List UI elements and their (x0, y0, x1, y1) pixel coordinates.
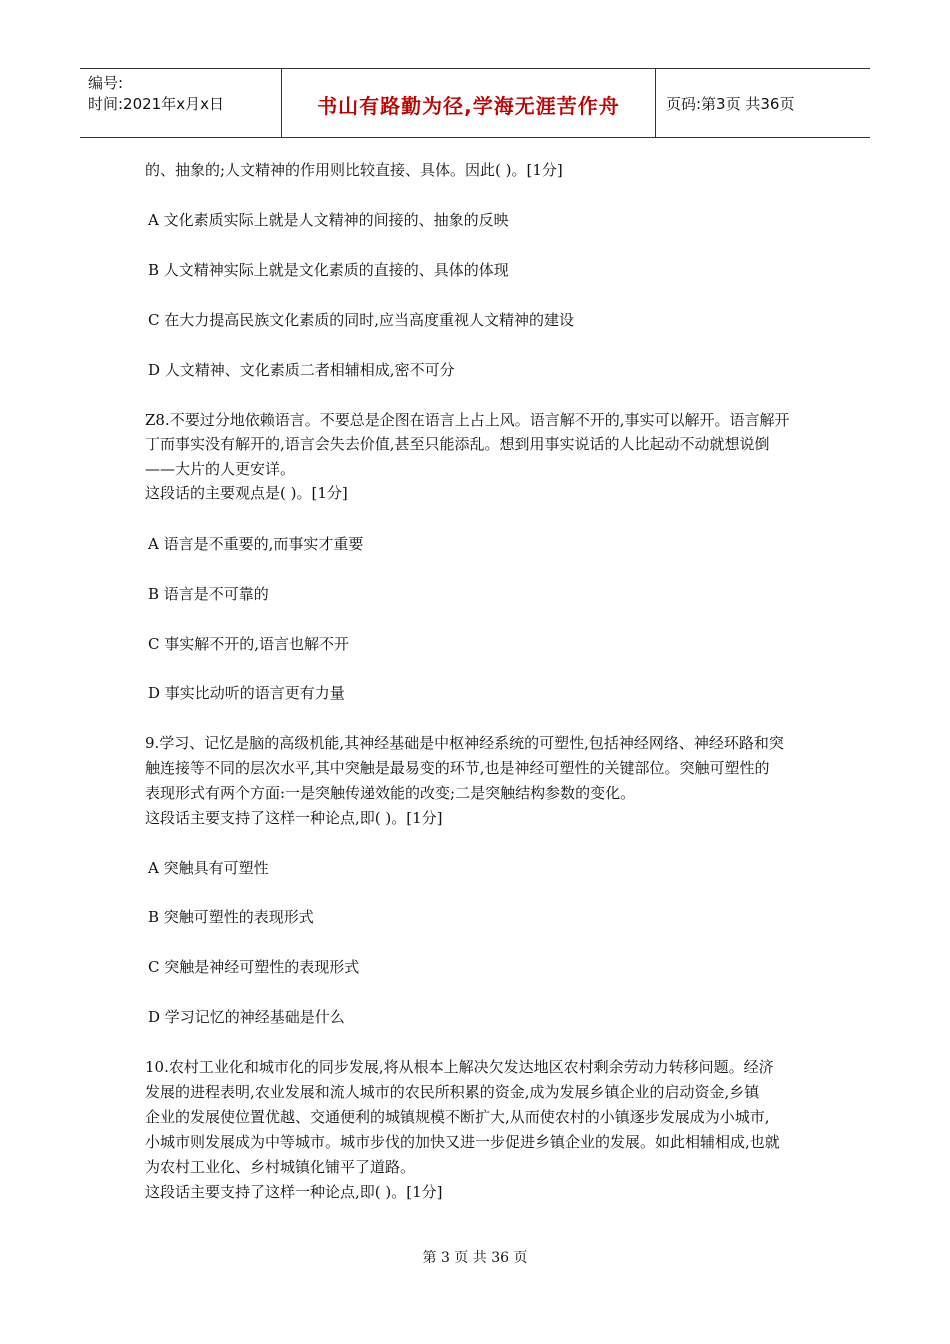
q8-line-1: Z8.不要过分地依赖语言。不要总是企图在语言上占上风。语言解不开的,事实可以解开。语言解开 (145, 411, 790, 429)
header-page-info: 页码:第3页 共36页 (666, 95, 795, 113)
header-motto-cell (282, 69, 656, 137)
page-footer: 第 3 页 共 36 页 (422, 1250, 528, 1266)
q8-prompt: 这段话的主要观点是( )。[1分] (145, 484, 348, 502)
q8-option-c: C 事实解不开的,语言也解不开 (148, 635, 350, 653)
q9-prompt: 这段话主要支持了这样一种论点,即( )。[1分] (145, 809, 443, 827)
q10-line-1: 10.农村工业化和城市化的同步发展,将从根本上解决欠发达地区农村剩余劳动力转移问题。经济 (145, 1058, 774, 1076)
question-7-tail: 的、抽象的;人文精神的作用则比较直接、具体。因此( )。[1分] (145, 161, 563, 179)
header-info-cell (80, 69, 282, 137)
q8-line-3: ——大片的人更安详。 (145, 460, 296, 478)
q7-option-c: C 在大力提高民族文化素质的同时,应当高度重视人文精神的建设 (148, 311, 575, 329)
q9-option-c: C 突触是神经可塑性的表现形式 (148, 958, 360, 976)
q10-line-5: 为农村工业化、乡村城镇化铺平了道路。 (145, 1158, 416, 1176)
q10-line-4: 小城市则发展成为中等城市。城市步伐的加快又进一步促进乡镇企业的发展。如此相辅相成,也就 (145, 1133, 780, 1151)
q8-option-d: D 事实比动听的语言更有力量 (148, 684, 345, 702)
q10-line-3: 企业的发展使位置优越、交通便利的城镇规模不断扩大,从而使农村的小镇逐步发展成为小城市, (145, 1108, 770, 1126)
q9-option-b: B 突触可塑性的表现形式 (148, 908, 314, 926)
document-number-label: 编号: (88, 74, 124, 92)
q9-option-d: D 学习记忆的神经基础是什么 (148, 1008, 345, 1026)
q9-line-1: 9.学习、记忆是脑的高级机能,其神经基础是中枢神经系统的可塑性,包括神经网络、神经环路和突 (145, 734, 784, 752)
q7-option-b: B 人文精神实际上就是文化素质的直接的、具体的体现 (148, 261, 509, 279)
document-date-label: 时间:2021年x月x日 (88, 95, 224, 113)
q9-line-3: 表现形式有两个方面:一是突触传递效能的改变;二是突触结构参数的变化。 (145, 784, 636, 802)
q9-line-2: 触连接等不同的层次水平,其中突触是最易变的环节,也是神经可塑性的关键部位。突触可塑性的 (145, 759, 770, 777)
header-motto: 书山有路勤为径,学海无涯苦作舟 (317, 94, 620, 118)
q10-prompt: 这段话主要支持了这样一种论点,即( )。[1分] (145, 1183, 443, 1201)
q9-option-a: A 突触具有可塑性 (148, 859, 269, 877)
page-header (80, 68, 870, 138)
q8-line-2: 丁而事实没有解开的,语言会失去价值,甚至只能添乱。想到用事实说话的人比起动不动就想说倒 (145, 435, 770, 453)
header-page-cell (656, 69, 870, 137)
q7-option-d: D 人文精神、文化素质二者相辅相成,密不可分 (148, 361, 455, 379)
q8-option-b: B 语言是不可靠的 (148, 585, 269, 603)
q10-line-2: 发展的进程表明,农业发展和流人城市的农民所积累的资金,成为发展乡镇企业的启动资金,乡镇 (145, 1083, 760, 1101)
q7-option-a: A 文化素质实际上就是人文精神的间接的、抽象的反映 (148, 211, 509, 229)
q8-option-a: A 语言是不重要的,而事实才重要 (148, 535, 364, 553)
